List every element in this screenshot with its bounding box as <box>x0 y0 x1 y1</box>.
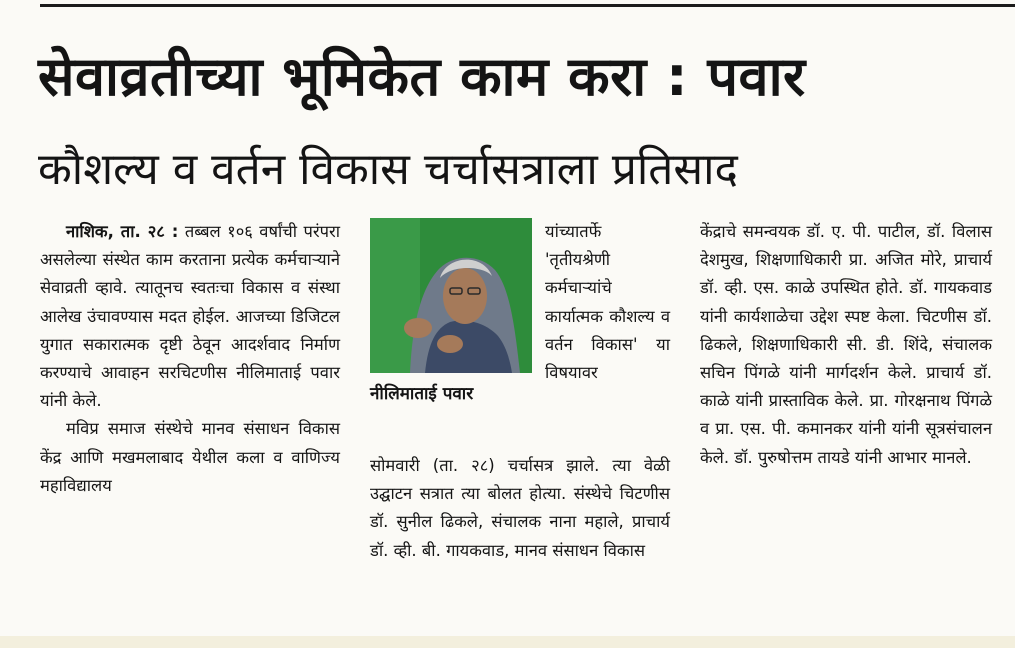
article-column-3: केंद्राचे समन्वयक डॉ. ए. पी. पाटील, डॉ. विलास देशमुख, शिक्षणाधिकारी प्रा. अजित मोरे, प्राचार्य डॉ. व्ही. एस. काळे उपस्थित होते. डॉ. गायकवाड यांनी कार्यशाळेचा उद्देश स्पष्ट केला. चिटणीस डॉ. ढिकले, शिक्षणाधिकारी सी. डी. शिंदे, संचालक सचिन पिंगळे यांनी मार्गदर्शन केले. प्राचार्य डॉ. काळे यांनी प्रास्ताविक केले. प्रा. गोरक्षनाथ पिंगळे व प्रा. एस. पी. कमानकर यांनी यांनी सूत्रसंचालन केले. डॉ. पुरुषोत्तम तायडे यांनी आभार मानले. <box>700 222 992 467</box>
dateline: नाशिक, ता. २८ : <box>66 222 179 241</box>
subheadline: कौशल्य व वर्तन विकास चर्चासत्राला प्रतिसाद <box>38 144 738 195</box>
article-column-1 <box>40 218 340 500</box>
paragraph-2: मविप्र समाज संस्थेचे मानव संसाधन विकास केंद्र आणि मखमलाबाद येथील कला व वाणिज्य महाविद्यालय <box>40 419 340 495</box>
photo-caption: नीलिमाताई पवार <box>370 384 474 404</box>
headline: सेवाव्रतीच्या भूमिकेत काम करा : पवार <box>38 45 806 108</box>
portrait-photo <box>370 218 532 373</box>
paragraph-1-text: तब्बल १०६ वर्षांची परंपरा असलेल्या संस्थेत काम करताना प्रत्येक कर्मचाऱ्याने सेवाव्रती व्हावे. त्यातूनच स्वतःचा विकास व संस्था आलेख उंचावण्यास मदत होईल. आजच्या डिजिटल युगात सकारात्मक दृष्टी ठेवून आदर्शवाद निर्माण करण्याचे आवाहन सरचिटणीस नीलिमाताई पवार यांनी केले. <box>40 222 341 411</box>
paragraph-1 <box>40 218 340 415</box>
top-rule <box>40 4 1015 7</box>
article-column-2-bottom: सोमवारी (ता. २८) चर्चासत्र झाले. त्या वेळी उद्घाटन सत्रात त्या बोलत होत्या. संस्थेचे चिटणीस डॉ. सुनील ढिकले, संचालक नाना महाले, प्राचार्य डॉ. व्ही. बी. गायकवाड, मानव संसाधन विकास <box>370 456 670 560</box>
article-column-2-top: यांच्यातर्फे 'तृतीयश्रेणी कर्मचाऱ्यांचे कार्यात्मक कौशल्य व वर्तन विकास' या विषयावर <box>545 222 670 383</box>
footer-band <box>0 636 1015 648</box>
